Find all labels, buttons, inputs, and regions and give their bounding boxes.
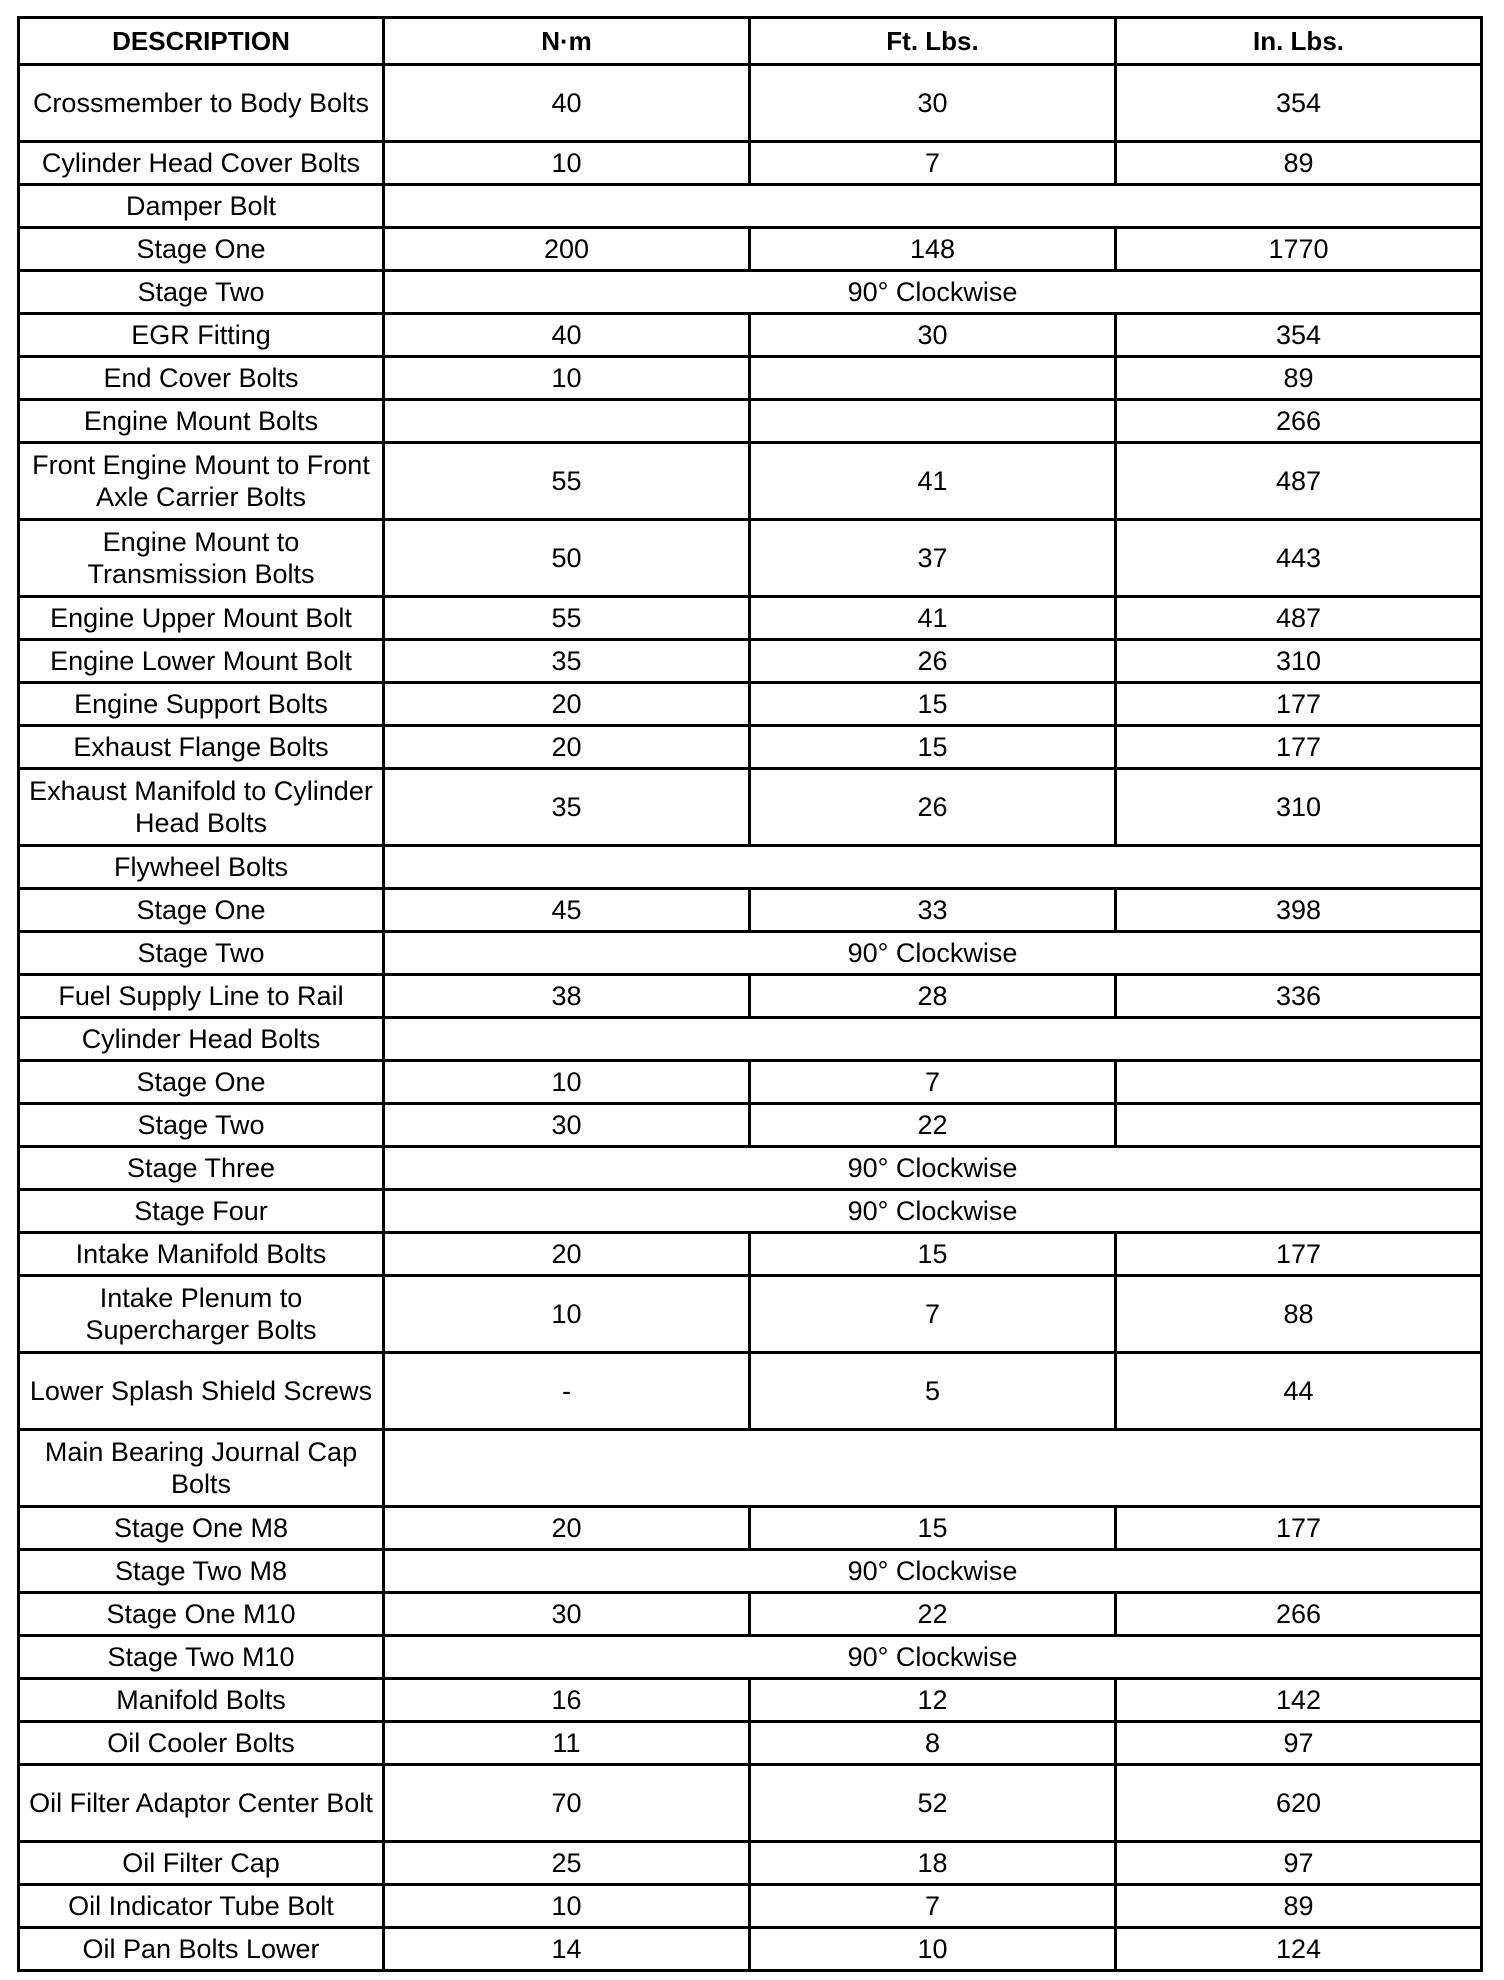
table-row (19, 1147, 1482, 1190)
row-foot-pounds: 41 (750, 597, 1116, 640)
row-description: Stage One (19, 1061, 384, 1104)
row-foot-pounds: 37 (750, 520, 1116, 597)
header-inch-pounds: In. Lbs. (1116, 18, 1482, 65)
table-row (19, 1018, 1482, 1061)
row-inch-pounds: 177 (1116, 1233, 1482, 1276)
row-newton-meters (384, 400, 750, 443)
row-foot-pounds: 30 (750, 65, 1116, 142)
row-newton-meters: 20 (384, 1507, 750, 1550)
row-foot-pounds: 15 (750, 683, 1116, 726)
row-foot-pounds: 8 (750, 1722, 1116, 1765)
row-inch-pounds: 88 (1116, 1276, 1482, 1353)
row-description: Engine Mount to Transmission Bolts (19, 520, 384, 597)
row-inch-pounds: 266 (1116, 1593, 1482, 1636)
row-foot-pounds: 15 (750, 726, 1116, 769)
row-newton-meters: - (384, 1353, 750, 1430)
row-inch-pounds: 89 (1116, 1885, 1482, 1928)
table-row (19, 1233, 1482, 1276)
row-newton-meters: 25 (384, 1842, 750, 1885)
row-merged-value: 90° Clockwise (384, 271, 1482, 314)
row-description: Engine Support Bolts (19, 683, 384, 726)
row-newton-meters: 11 (384, 1722, 750, 1765)
row-blank-values (384, 185, 1482, 228)
table-row (19, 846, 1482, 889)
table-row (19, 185, 1482, 228)
row-inch-pounds: 354 (1116, 314, 1482, 357)
table-body (19, 65, 1482, 1971)
row-inch-pounds: 310 (1116, 640, 1482, 683)
row-newton-meters: 20 (384, 683, 750, 726)
row-newton-meters: 20 (384, 1233, 750, 1276)
row-newton-meters: 10 (384, 142, 750, 185)
row-description: Lower Splash Shield Screws (19, 1353, 384, 1430)
row-description: Damper Bolt (19, 185, 384, 228)
row-inch-pounds: 443 (1116, 520, 1482, 597)
row-foot-pounds: 41 (750, 443, 1116, 520)
row-merged-value: 90° Clockwise (384, 1636, 1482, 1679)
table-row (19, 271, 1482, 314)
row-inch-pounds: 487 (1116, 443, 1482, 520)
row-newton-meters: 10 (384, 1061, 750, 1104)
table-row (19, 932, 1482, 975)
row-newton-meters: 35 (384, 640, 750, 683)
row-newton-meters: 45 (384, 889, 750, 932)
row-newton-meters: 55 (384, 597, 750, 640)
table-row (19, 1885, 1482, 1928)
row-merged-value: 90° Clockwise (384, 932, 1482, 975)
table-row (19, 1061, 1482, 1104)
row-foot-pounds: 52 (750, 1765, 1116, 1842)
row-description: EGR Fitting (19, 314, 384, 357)
row-foot-pounds: 30 (750, 314, 1116, 357)
row-newton-meters: 70 (384, 1765, 750, 1842)
row-foot-pounds: 7 (750, 142, 1116, 185)
table-row (19, 1636, 1482, 1679)
row-newton-meters: 16 (384, 1679, 750, 1722)
row-newton-meters: 10 (384, 1276, 750, 1353)
row-blank-values (384, 846, 1482, 889)
table-row (19, 975, 1482, 1018)
row-foot-pounds: 10 (750, 1928, 1116, 1971)
table-row (19, 1190, 1482, 1233)
row-merged-value: 90° Clockwise (384, 1550, 1482, 1593)
row-description: Oil Cooler Bolts (19, 1722, 384, 1765)
row-description: Engine Upper Mount Bolt (19, 597, 384, 640)
row-newton-meters: 40 (384, 65, 750, 142)
row-foot-pounds: 18 (750, 1842, 1116, 1885)
row-inch-pounds: 89 (1116, 142, 1482, 185)
table-row (19, 357, 1482, 400)
table-row (19, 889, 1482, 932)
row-description: End Cover Bolts (19, 357, 384, 400)
row-foot-pounds: 22 (750, 1104, 1116, 1147)
row-description: Stage One M10 (19, 1593, 384, 1636)
row-inch-pounds: 142 (1116, 1679, 1482, 1722)
row-inch-pounds (1116, 1104, 1482, 1147)
row-newton-meters: 40 (384, 314, 750, 357)
table-row (19, 597, 1482, 640)
row-description: Engine Lower Mount Bolt (19, 640, 384, 683)
row-inch-pounds: 124 (1116, 1928, 1482, 1971)
table-row (19, 1550, 1482, 1593)
row-description: Oil Pan Bolts Lower (19, 1928, 384, 1971)
row-inch-pounds: 336 (1116, 975, 1482, 1018)
row-inch-pounds: 97 (1116, 1842, 1482, 1885)
table-row (19, 1928, 1482, 1971)
row-description: Stage One (19, 228, 384, 271)
table-header-row (19, 18, 1482, 65)
table-row (19, 520, 1482, 597)
table-row (19, 640, 1482, 683)
row-newton-meters: 10 (384, 357, 750, 400)
row-foot-pounds: 33 (750, 889, 1116, 932)
row-description: Flywheel Bolts (19, 846, 384, 889)
row-inch-pounds: 487 (1116, 597, 1482, 640)
table-row (19, 726, 1482, 769)
row-inch-pounds: 620 (1116, 1765, 1482, 1842)
row-foot-pounds: 7 (750, 1061, 1116, 1104)
row-foot-pounds: 15 (750, 1233, 1116, 1276)
row-description: Main Bearing Journal Cap Bolts (19, 1430, 384, 1507)
table-row (19, 1353, 1482, 1430)
row-blank-values (384, 1018, 1482, 1061)
row-foot-pounds: 26 (750, 640, 1116, 683)
row-foot-pounds: 148 (750, 228, 1116, 271)
row-inch-pounds: 177 (1116, 683, 1482, 726)
row-newton-meters: 55 (384, 443, 750, 520)
row-merged-value: 90° Clockwise (384, 1190, 1482, 1233)
row-inch-pounds: 177 (1116, 1507, 1482, 1550)
row-inch-pounds: 354 (1116, 65, 1482, 142)
row-newton-meters: 30 (384, 1593, 750, 1636)
row-description: Stage Three (19, 1147, 384, 1190)
row-foot-pounds: 5 (750, 1353, 1116, 1430)
row-description: Stage One (19, 889, 384, 932)
row-description: Stage Two (19, 1104, 384, 1147)
row-newton-meters: 30 (384, 1104, 750, 1147)
row-inch-pounds: 177 (1116, 726, 1482, 769)
row-foot-pounds: 15 (750, 1507, 1116, 1550)
table-row (19, 142, 1482, 185)
row-inch-pounds: 398 (1116, 889, 1482, 932)
row-blank-values (384, 1430, 1482, 1507)
row-description: Intake Plenum to Supercharger Bolts (19, 1276, 384, 1353)
row-description: Exhaust Manifold to Cylinder Head Bolts (19, 769, 384, 846)
row-newton-meters: 35 (384, 769, 750, 846)
row-description: Front Engine Mount to Front Axle Carrier Bolts (19, 443, 384, 520)
row-description: Stage Two M8 (19, 1550, 384, 1593)
row-merged-value: 90° Clockwise (384, 1147, 1482, 1190)
table-row (19, 1276, 1482, 1353)
row-inch-pounds: 44 (1116, 1353, 1482, 1430)
row-newton-meters: 38 (384, 975, 750, 1018)
row-description: Stage Two (19, 271, 384, 314)
table-row (19, 1765, 1482, 1842)
row-description: Stage Two (19, 932, 384, 975)
row-description: Crossmember to Body Bolts (19, 65, 384, 142)
table-row (19, 1679, 1482, 1722)
table-row (19, 400, 1482, 443)
row-foot-pounds (750, 357, 1116, 400)
row-inch-pounds: 97 (1116, 1722, 1482, 1765)
row-description: Intake Manifold Bolts (19, 1233, 384, 1276)
table-row (19, 769, 1482, 846)
table-row (19, 1507, 1482, 1550)
row-description: Engine Mount Bolts (19, 400, 384, 443)
header-description: DESCRIPTION (19, 18, 384, 65)
row-foot-pounds: 28 (750, 975, 1116, 1018)
row-inch-pounds: 1770 (1116, 228, 1482, 271)
row-foot-pounds (750, 400, 1116, 443)
row-description: Oil Indicator Tube Bolt (19, 1885, 384, 1928)
row-inch-pounds: 310 (1116, 769, 1482, 846)
row-description: Exhaust Flange Bolts (19, 726, 384, 769)
table-row (19, 1842, 1482, 1885)
row-foot-pounds: 12 (750, 1679, 1116, 1722)
table-row (19, 1104, 1482, 1147)
row-description: Fuel Supply Line to Rail (19, 975, 384, 1018)
row-description: Cylinder Head Cover Bolts (19, 142, 384, 185)
row-description: Stage Four (19, 1190, 384, 1233)
row-inch-pounds: 89 (1116, 357, 1482, 400)
table-row (19, 65, 1482, 142)
row-foot-pounds: 7 (750, 1885, 1116, 1928)
table-row (19, 314, 1482, 357)
row-newton-meters: 20 (384, 726, 750, 769)
row-newton-meters: 10 (384, 1885, 750, 1928)
row-foot-pounds: 22 (750, 1593, 1116, 1636)
table-row (19, 228, 1482, 271)
row-inch-pounds: 266 (1116, 400, 1482, 443)
row-inch-pounds (1116, 1061, 1482, 1104)
row-description: Stage Two M10 (19, 1636, 384, 1679)
header-newton-meters: N·m (384, 18, 750, 65)
row-foot-pounds: 26 (750, 769, 1116, 846)
row-description: Manifold Bolts (19, 1679, 384, 1722)
row-foot-pounds: 7 (750, 1276, 1116, 1353)
row-description: Oil Filter Adaptor Center Bolt (19, 1765, 384, 1842)
torque-spec-table (17, 16, 1483, 1972)
table-row (19, 1593, 1482, 1636)
row-description: Oil Filter Cap (19, 1842, 384, 1885)
table-row (19, 443, 1482, 520)
header-foot-pounds: Ft. Lbs. (750, 18, 1116, 65)
row-description: Cylinder Head Bolts (19, 1018, 384, 1061)
table-row (19, 1430, 1482, 1507)
row-newton-meters: 200 (384, 228, 750, 271)
row-newton-meters: 14 (384, 1928, 750, 1971)
row-description: Stage One M8 (19, 1507, 384, 1550)
table-row (19, 1722, 1482, 1765)
row-newton-meters: 50 (384, 520, 750, 597)
table-row (19, 683, 1482, 726)
